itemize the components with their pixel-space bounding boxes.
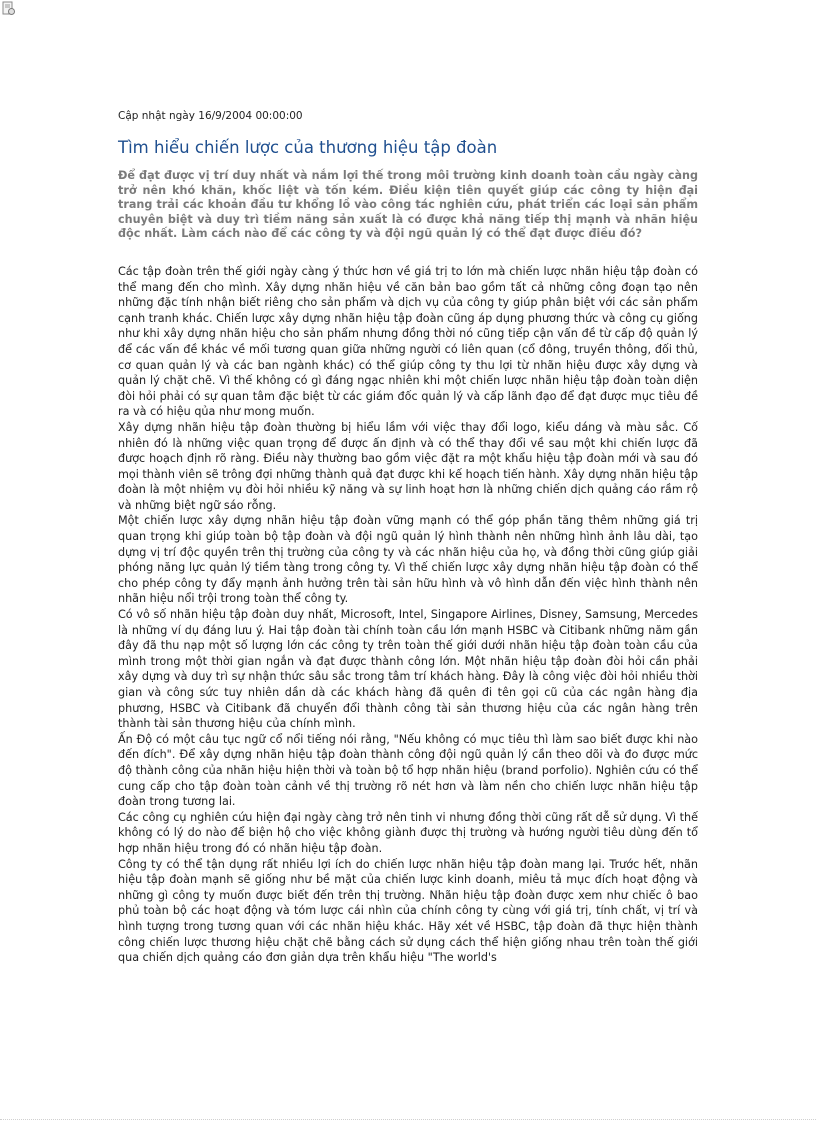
body-paragraph: Một chiến lược xây dựng nhãn hiệu tập đoàn vững mạnh có thể góp phần tăng thêm những giá trị quan trọng khi giúp toàn bộ tập đoàn và đội ngũ quản lý hình thành nên những hình ảnh lâu dài, tạo dựng vị trí độc quyền trên thị trường của công ty và các nhãn hiệu của họ, và đồng thời cũng giúp giải phóng năng lực quản lý tiềm tàng trong công ty. Vì thế chiến lược xây dựng nhãn hiệu tập đoàn có thể cho phép công ty đẩy mạnh ảnh hưởng trên tài sản hữu hình và vô hình dẫn đến việc hình thành nên nhãn hiệu nổi trội trong toàn thể công ty. <box>118 514 698 606</box>
body-paragraph: Có vô số nhãn hiệu tập đoàn duy nhất, Microsoft, Intel, Singapore Airlines, Disney, Samsung, Mercedes là những ví dụ đáng lưu ý. Hai tập đoàn tài chính toàn cầu lớn mạnh HSBC và Citibank những năm gần đây đã thu nạp một số lượng lớn các công ty trên toàn thế giới dưới nhãn hiệu tập đoàn toàn cầu của mình trong một thời gian ngắn và đạt được thành công lớn. Một nhãn hiệu tập đoàn đòi hỏi cần phải xây dựng và duy trì sự nhận thức sâu sắc trong tâm trí khách hàng. Đây là công việc đòi hỏi nhiều thời gian và công sức tuy nhiên dần dà các khách hàng đã quên đi tên gọi cũ của các ngân hàng địa phương, HSBC và Citibank đã chuyển đổi thành công tài sản thương hiệu của các ngân hàng trên thành tài sản thương hiệu của chính mình. <box>118 608 698 731</box>
article <box>118 109 698 966</box>
body-paragraph: Công ty có thể tận dụng rất nhiều lợi ích do chiến lược nhãn hiệu tập đoàn mang lại. Trước hết, nhãn hiệu tập đoàn mạnh sẽ giống như bề mặt của chiến lược kinh doanh, miêu tả mục đích hoạt động và những gì công ty muốn được biết đến trên thị trường. Nhãn hiệu tập đoàn được xem như chiếc ô bao phủ toàn bộ các hoạt động và tóm lược cái nhìn của chính công ty cùng với giá trị, tính chất, vị trí và hình tượng trong tương quan với các nhãn hiệu khác. Hãy xét về HSBC, tập đoàn đã thực hiện thành công chiến lược thương hiệu chặt chẽ bằng cách sử dụng cách thể hiện giống nhau trên toàn thế giới qua chiến dịch quảng cáo đơn giản dựa trên khẩu hiệu "The world's <box>118 857 698 965</box>
body-paragraph: Ấn Độ có một câu tục ngữ cổ nổi tiếng nói rằng, "Nếu không có mục tiêu thì làm sao biết được khi nào đến đích". Để xây dựng nhãn hiệu tập đoàn thành công đội ngũ quản lý cần theo dõi và đo được mức độ thành công của nhãn hiệu hiện thời và toàn bộ tổ hợp nhãn hiệu (brand porfolio). Nghiên cứu có thể cung cấp cho tập đoàn toàn cảnh về thị trường rõ nét hơn và làm nền cho chiến lược nhãn hiệu tập đoàn trong tương lai. <box>118 732 698 809</box>
document-icon <box>1 1 16 16</box>
update-date: Cập nhật ngày 16/9/2004 00:00:00 <box>118 110 303 122</box>
article-lead: Để đạt được vị trí duy nhất và nắm lợi thế trong môi trường kinh doanh toàn cầu ngày càng trở nên khó khăn, khốc liệt và tốn kém. Điều kiện tiên quyết giúp các công ty hiện đại trang trải các khoản đầu tư khổng lồ vào công tác nghiên cứu, phát triển các loại sản phẩm chuyên biệt và duy trì tiềm năng sản xuất là có được khả năng tiếp thị mạnh và nhãn hiệu độc nhất. Làm cách nào để các công ty và đội ngũ quản lý có thể đạt được điều đó? <box>118 169 698 241</box>
body-paragraph: Các tập đoàn trên thế giới ngày càng ý thức hơn về giá trị to lớn mà chiến lược nhãn hiệu tập đoàn có thể mang đến cho mình. Xây dựng nhãn hiệu về căn bản bao gồm tất cả những công đoạn tạo nên những đặc tính nhận biết riêng cho sản phẩm và dịch vụ của công ty giúp phân biệt với các sản phẩm cạnh tranh khác. Chiến lược xây dựng nhãn hiệu tập đoàn cũng áp dụng phương thức và công cụ giống như khi xây dựng nhãn hiệu cho sản phẩm nhưng đồng thời nó cũng tiếp cận vấn đề từ cấp độ quản lý để các vấn đề khác về mối tương quan giữa những người có liên quan (cổ đông, truyền thông, đối thủ, cơ quan quản lý và các ban ngành khác) có thể giúp công ty thu lợi từ nhãn hiệu được xây dựng và quản lý chặt chẽ. Vì thế không có gì đáng ngạc nhiên khi một chiến lược nhãn hiệu tập đoàn toàn diện đòi hỏi phải có sự quan tâm đặc biệt từ các giám đốc quản lý và cấp lãnh đạo để đạt được mục tiêu đề ra và có hiệu qủa như mong muốn. <box>118 264 698 419</box>
article-title: Tìm hiểu chiến lược của thương hiệu tập đoàn <box>118 138 498 157</box>
page-bottom-divider <box>0 1119 816 1120</box>
body-paragraph: Các công cụ nghiên cứu hiện đại ngày càng trở nên tinh vi nhưng đồng thời cũng rất dễ sử dụng. Vì thế không có lý do nào để biện hộ cho việc không giành được thị trường và hướng người tiêu dùng đến tổ hợp nhãn hiệu trong đó có nhãn hiệu tập đoàn. <box>118 810 698 855</box>
body-paragraph: Xây dựng nhãn hiệu tập đoàn thường bị hiểu lầm với việc thay đổi logo, kiểu dáng và màu sắc. Cố nhiên đó là những việc quan trọng để được ấn định và có thể thay đổi về sau một khi chiến lược đã được hoạch định rõ ràng. Điều này thường bao gồm việc đặt ra một khẩu hiệu tập đoàn mới và sau đó mọi thành viên sẽ trông đợi những thành quả đạt được khi kế hoạch tiến hành. Xây dựng nhãn hiệu tập đoàn là một nhiệm vụ đòi hỏi nhiều kỹ năng và sự linh hoạt hơn là những chiến dịch quảng cáo rầm rộ và những biệt ngữ sáo rỗng. <box>118 420 698 512</box>
article-body <box>118 264 698 966</box>
